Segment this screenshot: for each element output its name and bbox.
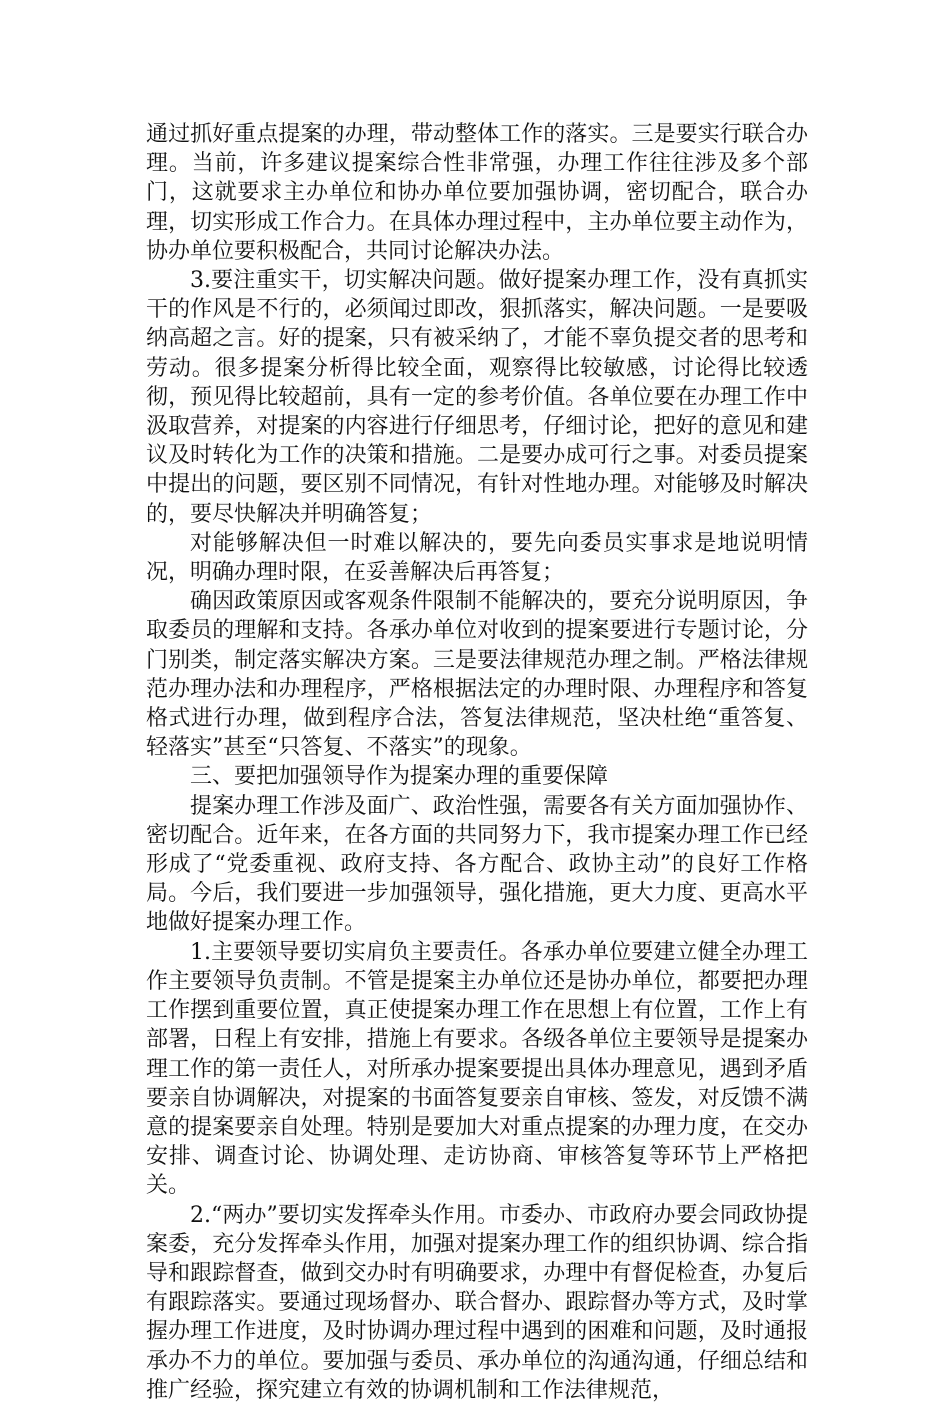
document-page — [146, 120, 808, 1405]
paragraph: 对能够解决但一时难以解决的，要先向委员实事求是地说明情况，明确办理时限，在妥善解决后再答复； — [146, 530, 808, 586]
paragraph: 2.“两办”要切实发挥牵头作用。市委办、市政府办要会同政协提案委，充分发挥牵头作用，加强对提案办理工作的组织协调、综合指导和跟踪督查，做到交办时有明确要求，办理中有督促检查，办复后有跟踪落实。要通过现场督办、联合督办、跟踪督办等方式，及时掌握办理工作进度，及时协调办理过程中遇到的困难和问题，及时通报承办不力的单位。要加强与委员、承办单位的沟通沟通，仔细总结和推广经验，探究建立有效的协调机制和工作法律规范， — [146, 1202, 808, 1403]
paragraph: 3.要注重实干，切实解决问题。做好提案办理工作，没有真抓实干的作风是不行的，必须闻过即改，狠抓落实，解决问题。一是要吸纳高超之言。好的提案，只有被采纳了，才能不辜负提交者的思考和劳动。很多提案分析得比较全面，观察得比较敏感，讨论得比较透彻，预见得比较超前，具有一定的参考价值。各单位要在办理工作中汲取营养，对提案的内容进行仔细思考，仔细讨论，把好的意见和建议及时转化为工作的决策和措施。二是要办成可行之事。对委员提案中提出的问题，要区别不同情况，有针对性地办理。对能够及时解决的，要尽快解决并明确答复； — [146, 268, 808, 527]
paragraph: 1.主要领导要切实肩负主要责任。各承办单位要建立健全办理工作主要领导负责制。不管是提案主办单位还是协办单位，都要把办理工作摆到重要位置，真正使提案办理工作在思想上有位置，工作上有部署，日程上有安排，措施上有要求。各级各单位主要领导是提案办理工作的第一责任人，对所承办提案要提出具体办理意见，遇到矛盾要亲自协调解决，对提案的书面答复要亲自审核、签发，对反馈不满意的提案要亲自处理。特别是要加大对重点提案的办理力度，在交办安排、调查讨论、协调处理、走访协商、审核答复等环节上严格把关。 — [146, 939, 808, 1199]
paragraph: 确因政策原因或客观条件限制不能解决的，要充分说明原因，争取委员的理解和支持。各承办单位对收到的提案要进行专题讨论，分门别类，制定落实解决方案。三是要法律规范办理之制。严格法律规范办理办法和办理程序，严格根据法定的办理时限、办理程序和答复格式进行办理，做到程序合法，答复法律规范，坚决杜绝“重答复、轻落实”甚至“只答复、不落实”的现象。 — [146, 589, 808, 761]
paragraph: 提案办理工作涉及面广、政治性强，需要各有关方面加强协作、密切配合。近年来，在各方面的共同努力下，我市提案办理工作已经形成了“党委重视、政府支持、各方配合、政协主动”的良好工作格局。今后，我们要进一步加强领导，强化措施，更大力度、更高水平地做好提案办理工作。 — [146, 793, 808, 936]
paragraph: 通过抓好重点提案的办理，带动整体工作的落实。三是要实行联合办理。当前，许多建议提案综合性非常强，办理工作往往涉及多个部门，这就要求主办单位和协办单位要加强协调，密切配合，联合办理，切实形成工作合力。在具体办理过程中，主办单位要主动作为，协办单位要积极配合，共同讨论解决办法。 — [146, 122, 808, 264]
section-heading: 三、要把加强领导作为提案办理的重要保障 — [190, 764, 609, 790]
